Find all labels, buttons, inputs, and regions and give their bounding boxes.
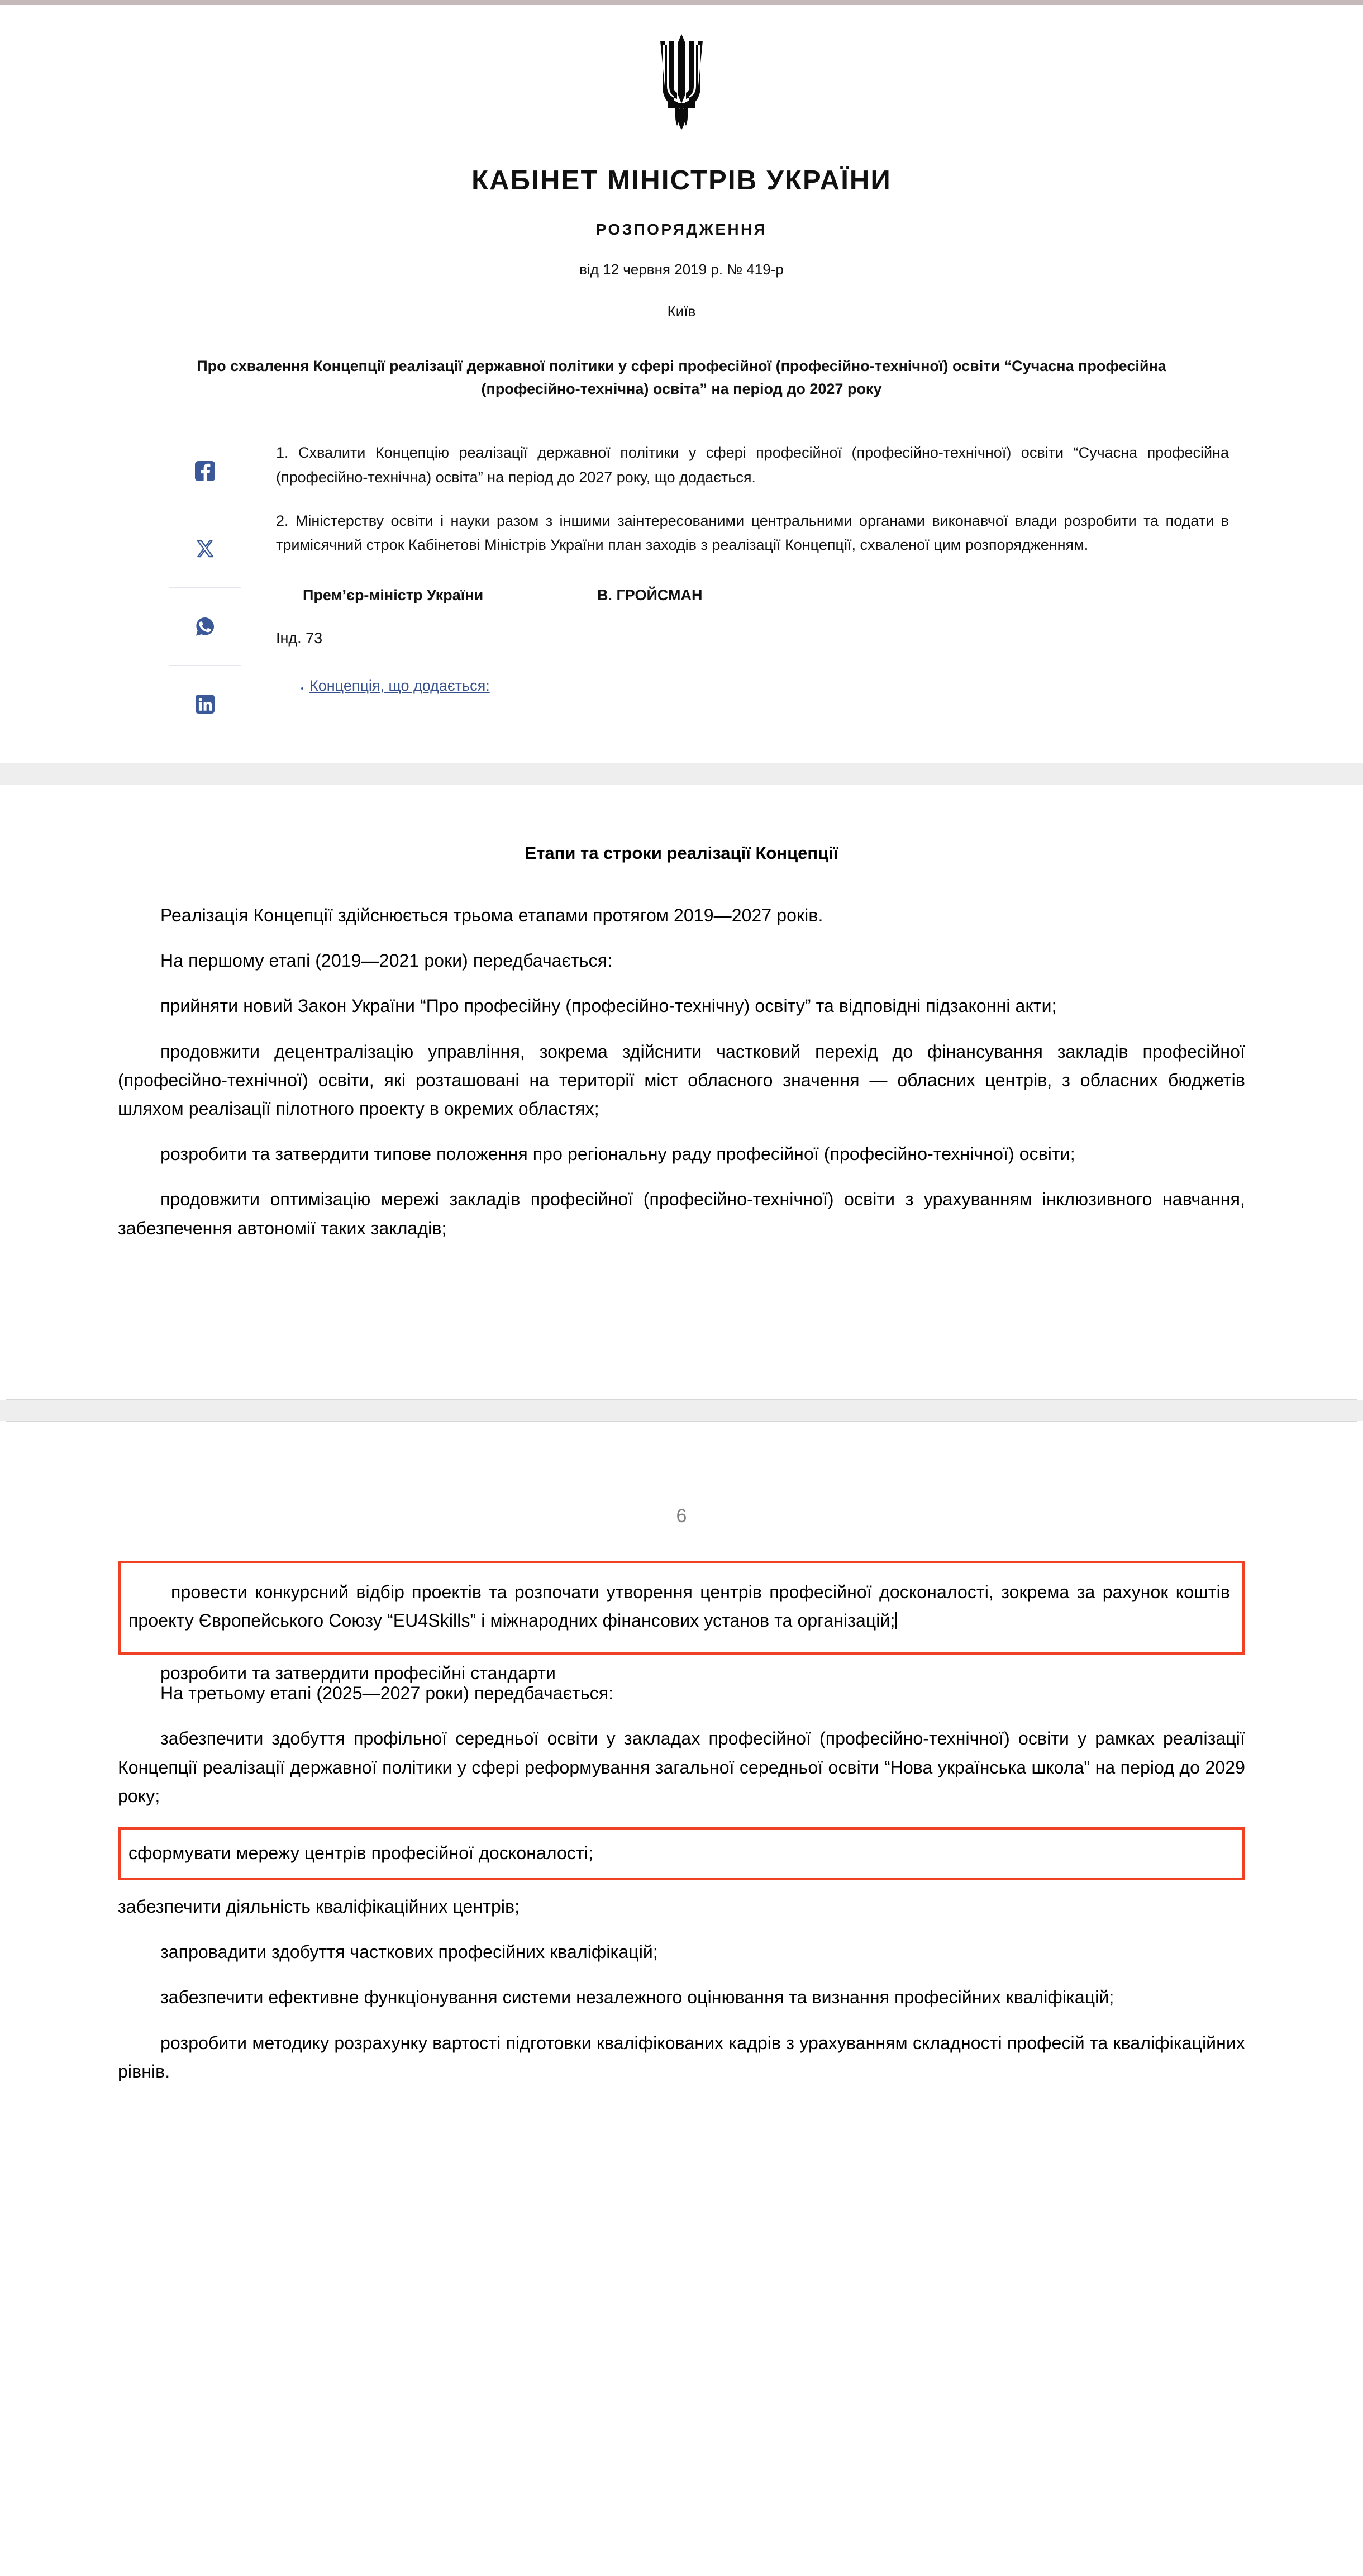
page3-paragraph-tail-1: забезпечити діяльність кваліфікаційних центрів; [118, 1897, 520, 1917]
signature-row [276, 587, 1229, 604]
page3-top-spacer [118, 1527, 1245, 1561]
share-facebook-button[interactable] [169, 432, 241, 510]
list-item [309, 677, 1229, 695]
page2-paragraph-4: продовжити децентралізацію управління, зокрема здійснити частковий перехід до фінансування закладів професійної (професійно-технічної) освіти, які розташовані на території міст обласного значення — обласних центрів, з обласних бюджетів шляхом реалізації пілотного проекту в окремих областях; [118, 1041, 1245, 1119]
page3-paragraph-tail-3: забезпечити ефективне функціонування системи незалежного оцінювання та визнання професійних кваліфікацій; [160, 1987, 1114, 2008]
share-x-twitter-button[interactable] [169, 510, 241, 588]
document-date-number: від 12 червня 2019 р. № 419-р [579, 261, 784, 278]
page2-paragraph-3: прийняти новий Закон України “Про професійну (професійно-технічну) освіту” та відповідні підзаконні акти; [160, 996, 1057, 1016]
page2-paragraph-2: На першому етапі (2019—2021 роки) передбачається: [160, 950, 613, 971]
page3-paragraph-after-intro: забезпечити здобуття профільної середньої освіти у закладах професійної (професійно-технічної) освіти у рамках реалізації Концепції реалізації державної політики у сфері реформування загальної середньої освіти “Нова українська школа” на період до 2029 року; [118, 1728, 1245, 1806]
page3-occluded-paragraph: розробити та затвердити професійні стандарти [160, 1663, 556, 1684]
attachment-link[interactable]: Концепція, що додається: [309, 677, 490, 694]
share-linkedin-button[interactable] [169, 666, 241, 743]
decree-paragraph-1: 1. Схвалити Концепцію реалізації державної політики у сфері професійної (професійно-технічної) освіти “Сучасна професійна (професійно-технічна) освіта” на період до 2027 року, що додається. [276, 444, 1229, 486]
page2-paragraph-1: Реалізація Концепції здійснюється трьома етапами протягом 2019—2027 років. [160, 905, 823, 926]
scanned-page-3-content [6, 1422, 1357, 2123]
decree-body-columns [0, 432, 1363, 743]
text-caret [895, 1612, 897, 1629]
linkedin-icon [193, 692, 217, 716]
x-twitter-icon [193, 536, 217, 561]
document-city: Київ [667, 303, 696, 320]
annotation-highlight-box-1 [118, 1561, 1245, 1655]
scanned-page-2 [6, 785, 1357, 1400]
decree-paragraph-2: 2. Міністерству освіти і науки разом з іншими заінтересованими центральними органами виконавчої влади розробити та подати в тримісячний строк Кабінетові Міністрів України план заходів з реалізації Концепції, схваленої цим розпорядженням. [276, 512, 1229, 554]
whatsapp-icon [193, 614, 217, 639]
decree-header-page [0, 5, 1363, 763]
page-gap-1 [0, 763, 1363, 785]
share-whatsapp-button[interactable] [169, 588, 241, 666]
page2-paragraph-6: продовжити оптимізацію мережі закладів професійної (професійно-технічної) освіти з урахуванням інклюзивного навчання, забезпечення автономії таких закладів; [118, 1189, 1245, 1238]
signature-title: Прем’єр-міністр України [303, 587, 484, 603]
signature-name: В. ГРОЙСМАН [597, 587, 703, 603]
page2-paragraph-5: розробити та затвердити типове положення про регіональну раду професійної (професійно-технічної) освіти; [160, 1144, 1075, 1165]
document-subject-title: Про схвалення Концепції реалізації державної політики у сфері професійної (професійно-технічної) освіти “Сучасна професійна (професійно-технічна) освіта” на період до 2027 року [197, 358, 1166, 398]
index-line: Інд. 73 [276, 630, 323, 647]
emblem-container [0, 5, 1363, 134]
decree-text-body [241, 432, 1363, 695]
top-accent-strip [0, 0, 1363, 5]
facebook-icon [193, 459, 217, 483]
organization-title: КАБІНЕТ МІНІСТРІВ УКРАЇНИ [471, 165, 892, 196]
scanned-page-2-content [6, 785, 1357, 1399]
document-kind: РОЗПОРЯДЖЕННЯ [595, 221, 768, 238]
page2-bottom-whitespace [118, 1260, 1245, 1399]
page3-paragraph-tail-2: запровадити здобуття часткових професійних кваліфікацій; [160, 1942, 658, 1962]
page3-highlight-paragraph-2: сформувати мережу центрів професійної досконалості; [128, 1842, 593, 1863]
page3-bottom-whitespace [118, 2103, 1245, 2123]
ukraine-trident-emblem-icon [651, 33, 712, 131]
page3-stage-three-intro: На третьому етапі (2025—2027 роки) передбачається: [160, 1683, 614, 1704]
attachment-list [276, 677, 1229, 695]
annotation-highlight-box-2 [118, 1827, 1245, 1880]
occluded-text-row [118, 1659, 1245, 1684]
page3-paragraph-tail-4: розробити методику розрахунку вартості підготовки кваліфікованих кадрів з урахуванням складності професій та кваліфікаційних рівнів. [118, 2032, 1245, 2081]
section-heading-stages: Етапи та строки реалізації Концепції [525, 843, 838, 863]
page3-highlight-paragraph-1: провести конкурсний відбір проектів та розпочати утворення центрів професійної досконалості, зокрема за рахунок коштів проекту Європейського Союзу “EU4Skills” і міжнародних фінансових установ та організацій; [128, 1581, 1230, 1631]
scanned-page-3 [6, 1421, 1357, 2123]
page-number: 6 [676, 1505, 687, 1527]
social-share-rail [169, 432, 241, 743]
page-gap-2 [0, 1400, 1363, 1421]
